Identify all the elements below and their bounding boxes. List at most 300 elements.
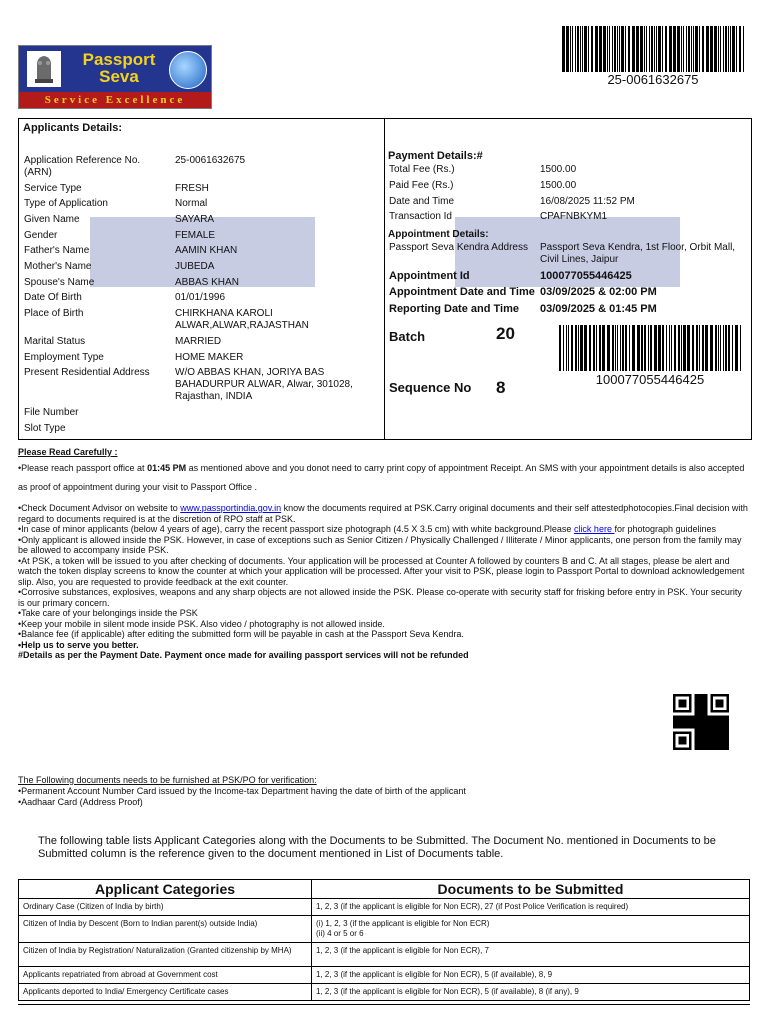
barcode-bar [619, 26, 620, 72]
barcode-bar [718, 325, 719, 371]
barcode-bar [580, 26, 581, 72]
qr-module [716, 747, 719, 750]
category-cell: Applicants deported to India/ Emergency Certificate cases [19, 984, 312, 1001]
qr-module [710, 721, 713, 724]
qr-module [694, 729, 697, 732]
qr-module [702, 694, 705, 697]
instruction-10: •Help us to serve you better. [18, 639, 139, 650]
barcode-bar [602, 325, 605, 371]
barcode-bar [683, 26, 684, 72]
qr-module [716, 699, 719, 702]
qr-module [705, 745, 708, 748]
barcode-bar [723, 325, 724, 371]
qr-module [716, 718, 719, 721]
qr-module [686, 710, 689, 713]
qr-module [718, 739, 721, 742]
barcode-bar [691, 26, 692, 72]
dob-value: 01/01/1996 [175, 292, 226, 303]
qr-module [686, 747, 689, 750]
qr-module [673, 731, 676, 734]
qr-module [684, 694, 687, 697]
barcode-bar [658, 26, 661, 72]
qr-module [673, 710, 676, 713]
qr-module [681, 739, 684, 742]
qr-module [684, 715, 687, 718]
barcode-bar [725, 26, 727, 72]
barcode-bar [692, 325, 694, 371]
barcode-bar [706, 26, 709, 72]
qr-module [702, 747, 705, 750]
qr-module [721, 715, 724, 718]
qr-module [684, 718, 687, 721]
qr-module [708, 718, 711, 721]
qr-module [708, 721, 711, 724]
qr-module [692, 721, 695, 724]
barcode-bar [702, 325, 704, 371]
qr-module [673, 697, 676, 700]
qr-module [724, 721, 727, 724]
instruction-6: •Corrosive substances, explosives, weapons and any sharp objects are not allowed inside the PSK. Please co-operate with security staff for frisking before entry in PSK. Your security is our primary concern. [18, 587, 742, 608]
qr-module [721, 702, 724, 705]
qr-module [726, 718, 729, 721]
logo-title [73, 51, 165, 85]
instruction-4: •Only applicant is allowed inside the PSK. However, in case of exceptions such as Senior Citizen / Physically Challenged / Illiterate / Minor applicants, one person from the family may be allowed to accompany inside PSK. [18, 534, 742, 555]
qr-module [721, 747, 724, 750]
qr-module [689, 726, 692, 729]
barcode-bar [699, 26, 700, 72]
qr-module [676, 747, 679, 750]
transaction-id-label: Transaction Id [389, 211, 452, 222]
qr-module [697, 747, 700, 750]
qr-module [673, 745, 676, 748]
qr-module [716, 694, 719, 697]
barcode-bar [723, 26, 724, 72]
qr-module [673, 705, 676, 708]
barcode-bar [595, 26, 598, 72]
qr-module [697, 737, 700, 740]
qr-module [676, 694, 679, 697]
qr-module [700, 747, 703, 750]
barcode-bar [578, 325, 579, 371]
qr-module [689, 737, 692, 740]
application-type-value: Normal [175, 198, 208, 209]
qr-module [694, 697, 697, 700]
qr-module [710, 731, 713, 734]
qr-module [702, 705, 705, 708]
qr-module [713, 729, 716, 732]
qr-module [689, 739, 692, 742]
qr-module [721, 699, 724, 702]
qr-module [697, 729, 700, 732]
qr-module [694, 718, 697, 721]
qr-module [716, 723, 719, 726]
qr-module [726, 747, 729, 750]
qr-module [710, 742, 713, 745]
qr-module [694, 737, 697, 740]
docs-cell: 1, 2, 3 (if the applicant is eligible for Non ECR), 27 (if Post Police Verification is required) [312, 899, 750, 916]
barcode-bar [696, 325, 698, 371]
barcode-bar [671, 325, 672, 371]
qr-module [694, 734, 697, 737]
qr-module [678, 710, 681, 713]
qr-module [678, 694, 681, 697]
qr-module [700, 742, 703, 745]
qr-module [694, 710, 697, 713]
qr-module [697, 705, 700, 708]
barcode-bar [714, 26, 717, 72]
qr-module [702, 702, 705, 705]
col-applicant-categories: Applicant Categories [19, 880, 312, 899]
appointment-id-value: 100077055446425 [540, 270, 632, 282]
qr-module [724, 731, 727, 734]
qr-module [702, 723, 705, 726]
qr-module [681, 715, 684, 718]
barcode-bar [575, 325, 577, 371]
qr-module [716, 737, 719, 740]
service-type-label: Service Type [24, 183, 82, 194]
barcode-bar [654, 26, 655, 72]
qr-module [678, 747, 681, 750]
qr-module [700, 737, 703, 740]
qr-module [710, 707, 713, 710]
qr-module [713, 710, 716, 713]
qr-module [694, 739, 697, 742]
barcode-bar [732, 325, 733, 371]
qr-module [684, 702, 687, 705]
qr-module [676, 726, 679, 729]
barcode-bar [599, 325, 601, 371]
qr-module [697, 745, 700, 748]
passportindia-link[interactable]: www.passportindia.gov.in [180, 503, 282, 513]
qr-module [721, 710, 724, 713]
qr-module [694, 705, 697, 708]
barcode-bar [568, 325, 569, 371]
table-row [19, 916, 750, 943]
qr-module [686, 694, 689, 697]
qr-module [721, 734, 724, 737]
qr-module [713, 745, 716, 748]
qr-module [697, 697, 700, 700]
qr-module [676, 723, 679, 726]
qr-module [700, 731, 703, 734]
qr-module [700, 726, 703, 729]
payment-section-title: Payment Details:# [388, 150, 483, 162]
qr-module [686, 731, 689, 734]
documents-heading: The Following documents needs to be furnished at PSK/PO for verification: [18, 775, 317, 785]
qr-module [697, 694, 700, 697]
barcode-bar [588, 26, 589, 72]
qr-module [718, 718, 721, 721]
logo-title-line2: Seva [99, 67, 139, 86]
qr-module [718, 705, 721, 708]
qr-module [702, 718, 705, 721]
barcode-bar [599, 26, 602, 72]
qr-module [713, 723, 716, 726]
barcode-bar [693, 26, 694, 72]
docs-cell: (i) 1, 2, 3 (if the applicant is eligible for Non ECR) (ii) 4 or 5 or 6 [312, 916, 750, 943]
qr-module [702, 699, 705, 702]
batch-label: Batch [389, 329, 426, 344]
barcode-bar [686, 26, 687, 72]
barcode-bar [580, 325, 583, 371]
qr-module [705, 694, 708, 697]
category-cell: Citizen of India by Registration/ Naturalization (Granted citizenship by MHA) [19, 943, 312, 967]
qr-module [694, 694, 697, 697]
qr-module [716, 705, 719, 708]
barcode-bar [566, 325, 567, 371]
qr-module [705, 707, 708, 710]
qr-module [684, 747, 687, 750]
qr-module [686, 721, 689, 724]
qr-module [713, 726, 716, 729]
qr-module [713, 694, 716, 697]
qr-module [724, 739, 727, 742]
qr-module [678, 737, 681, 740]
qr-module [681, 721, 684, 724]
qr-module [726, 729, 729, 732]
employment-type-value: HOME MAKER [175, 352, 244, 363]
qr-module [705, 702, 708, 705]
barcode-bar [669, 26, 672, 72]
qr-module [678, 718, 681, 721]
barcode-bar [582, 26, 583, 72]
qr-module [681, 718, 684, 721]
barcode-bar [615, 325, 616, 371]
instruction-1: •Please reach passport office at 01:45 PM as mentioned above and you donot need to carry print copy of appointment Receipt. An SMS with your appointment details is also accepted [18, 463, 745, 473]
payment-datetime-label: Date and Time [389, 196, 455, 207]
barcode-bar [728, 325, 730, 371]
qr-module [710, 694, 713, 697]
qr-module [721, 694, 724, 697]
barcode-bar [662, 325, 664, 371]
qr-module [718, 731, 721, 734]
qr-module [692, 723, 695, 726]
given-name-value: SAYARA [175, 214, 215, 225]
qr-module [700, 705, 703, 708]
qr-module [694, 747, 697, 750]
barcode-bar [705, 325, 708, 371]
qr-module [673, 739, 676, 742]
qr-module [673, 723, 676, 726]
qr-module [705, 718, 708, 721]
instruction-9: •Balance fee (if applicable) after editing the submitted form will be payable in cash at the Passport Seva Kendra. [18, 629, 464, 639]
barcode-bar [710, 325, 713, 371]
qr-module [702, 745, 705, 748]
qr-module [713, 718, 716, 721]
qr-module [702, 707, 705, 710]
qr-module [678, 715, 681, 718]
total-fee-value: 1500.00 [540, 164, 577, 175]
qr-module [710, 739, 713, 742]
qr-module [710, 710, 713, 713]
qr-module [681, 694, 684, 697]
qr-module [716, 729, 719, 732]
qr-module [697, 739, 700, 742]
qr-module [705, 729, 708, 732]
barcode-bar [591, 26, 593, 72]
qr-module [700, 734, 703, 737]
qr-module [708, 726, 711, 729]
qr-module [726, 702, 729, 705]
qr-module [718, 737, 721, 740]
qr-module [713, 737, 716, 740]
qr-module [718, 721, 721, 724]
qr-module [726, 745, 729, 748]
qr-module [702, 721, 705, 724]
barcode-bar [651, 26, 653, 72]
application-type-label: Type of Application [24, 198, 108, 209]
qr-module [718, 747, 721, 750]
qr-module [726, 694, 729, 697]
arn-barcode-number: 25-0061632675 [607, 72, 699, 87]
qr-module [689, 699, 692, 702]
qr-module [700, 729, 703, 732]
qr-module [726, 734, 729, 737]
barcode-bar [570, 26, 571, 72]
barcode-bar [609, 26, 610, 72]
qr-module [726, 731, 729, 734]
qr-module [718, 702, 721, 705]
qr-module [676, 718, 679, 721]
qr-module [697, 742, 700, 745]
appointment-datetime-value: 03/09/2025 & 02:00 PM [540, 286, 657, 298]
qr-module [700, 707, 703, 710]
qr-module [710, 747, 713, 750]
qr-module [684, 721, 687, 724]
qr-module [673, 726, 676, 729]
qr-module [702, 726, 705, 729]
qr-module [713, 742, 716, 745]
qr-module [718, 699, 721, 702]
slot-type-label: Slot Type [24, 423, 66, 434]
barcode-bar [596, 325, 597, 371]
qr-module [700, 739, 703, 742]
category-cell: Applicants repatriated from abroad at Government cost [19, 967, 312, 984]
qr-module [694, 726, 697, 729]
qr-module [726, 707, 729, 710]
marital-status-label: Marital Status [24, 336, 86, 347]
qr-module [700, 718, 703, 721]
appointment-datetime-label: Appointment Date and Time [389, 286, 535, 298]
qr-module [681, 702, 684, 705]
qr-module [684, 742, 687, 745]
qr-module [678, 739, 681, 742]
table-intro: The following table lists Applicant Categories along with the Documents to be Submitted. The Document No. mentioned in Documents to be Submitted column is the reference given to the document mentioned in List of Documents table. [38, 835, 716, 860]
qr-module [681, 747, 684, 750]
qr-module [716, 715, 719, 718]
photo-guidelines-link[interactable]: click here [573, 524, 615, 534]
barcode-bar [715, 325, 717, 371]
qr-module [705, 737, 708, 740]
mother-name-label: Mother's Name [24, 261, 92, 272]
qr-module [673, 742, 676, 745]
barcode-bar [617, 325, 618, 371]
dob-label: Date Of Birth [24, 292, 82, 303]
given-name-label: Given Name [24, 214, 80, 225]
arn-label: Application Reference No. (ARN) [24, 155, 141, 178]
qr-module [721, 726, 724, 729]
qr-module [694, 699, 697, 702]
qr-module [702, 729, 705, 732]
qr-module [694, 745, 697, 748]
barcode-bar [629, 325, 630, 371]
qr-module [702, 715, 705, 718]
qr-module [724, 726, 727, 729]
barcode-bar [656, 26, 657, 72]
instruction-3: •In case of minor applicants (below 4 years of age), carry the recent passport size photograph (4.5 X 3.5 cm) with white background.Please click here for photograph guidelines [18, 524, 717, 534]
barcode-bar [617, 26, 618, 72]
qr-module [718, 729, 721, 732]
file-number-label: File Number [24, 407, 79, 418]
arn-barcode [562, 26, 744, 72]
qr-module [721, 729, 724, 732]
barcode-bar [646, 26, 647, 72]
barcode-bar [662, 26, 663, 72]
national-emblem-icon [27, 51, 61, 87]
barcode-bar [589, 325, 591, 371]
paid-fee-value: 1500.00 [540, 180, 577, 191]
table-row [19, 899, 750, 916]
qr-module [678, 723, 681, 726]
qr-module [710, 723, 713, 726]
barcode-bar [612, 325, 614, 371]
reporting-datetime-value: 03/09/2025 & 01:45 PM [540, 303, 657, 315]
qr-module [705, 699, 708, 702]
barcode-bar [736, 26, 737, 72]
qr-module [705, 734, 708, 737]
qr-module [681, 699, 684, 702]
qr-module [673, 715, 676, 718]
barcode-bar [625, 325, 627, 371]
qr-module [702, 731, 705, 734]
barcode-bar [728, 26, 729, 72]
qr-module [721, 705, 724, 708]
barcode-bar [732, 26, 735, 72]
transaction-id-value: CPAFNBKYM1 [540, 211, 608, 222]
qr-module [694, 731, 697, 734]
qr-module [726, 739, 729, 742]
qr-module [678, 705, 681, 708]
qr-module [713, 731, 716, 734]
mother-name-value: JUBEDA [175, 261, 215, 272]
qr-module [718, 723, 721, 726]
barcode-bar [637, 325, 640, 371]
barcode-bar [695, 26, 698, 72]
appointment-id-label: Appointment Id [389, 270, 470, 282]
qr-module [705, 747, 708, 750]
barcode-bar [669, 325, 670, 371]
category-cell: Ordinary Case (Citizen of India by birth) [19, 899, 312, 916]
gender-value: FEMALE [175, 230, 216, 241]
docs-cell: 1, 2, 3 (if the applicant is eligible for Non ECR), 7 [312, 943, 750, 967]
barcode-bar [584, 26, 587, 72]
barcode-bar [699, 325, 700, 371]
qr-module [718, 742, 721, 745]
refund-note: #Details as per the Payment Date. Payment once made for availing passport services will not be refunded [18, 650, 469, 660]
qr-module [716, 739, 719, 742]
qr-module [694, 742, 697, 745]
qr-module [708, 715, 711, 718]
qr-module [716, 731, 719, 734]
qr-module [702, 742, 705, 745]
qr-module [673, 734, 676, 737]
qr-module [724, 747, 727, 750]
spouse-name-value: ABBAS KHAN [175, 277, 239, 288]
qr-module [718, 715, 721, 718]
qr-module [684, 726, 687, 729]
spouse-name-label: Spouse's Name [24, 277, 95, 288]
qr-module [700, 715, 703, 718]
